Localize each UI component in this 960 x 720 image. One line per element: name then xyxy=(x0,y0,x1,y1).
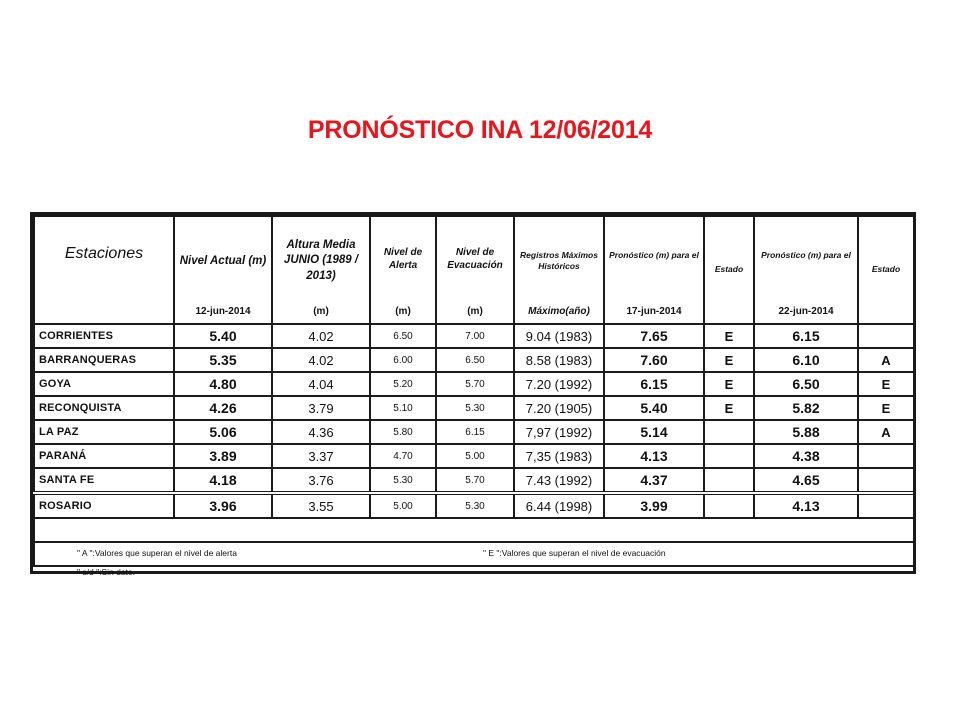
pronostico-2-value: 6.50 xyxy=(754,372,858,396)
header-altura-media xyxy=(272,216,370,324)
altura-media-value: 3.76 xyxy=(272,468,370,493)
nivel-evacuacion-value: 5.30 xyxy=(436,396,514,420)
note-alerta: " A ":Valores que superan el nivel de alerta xyxy=(77,548,237,558)
station-name: SANTA FE xyxy=(34,468,174,493)
pronostico-1-value: 5.40 xyxy=(604,396,704,420)
nivel-alerta-value: 6.50 xyxy=(370,324,436,348)
notes-cell xyxy=(34,542,914,577)
table-row xyxy=(34,420,914,444)
header-altura-media-unit: (m) xyxy=(313,305,329,317)
blank-cell xyxy=(34,518,914,542)
nivel-evacuacion-value: 5.70 xyxy=(436,468,514,493)
forecast-table-frame xyxy=(30,212,916,577)
table-row xyxy=(34,372,914,396)
altura-media-value: 4.02 xyxy=(272,348,370,372)
header-pronostico-1-date: 17-jun-2014 xyxy=(626,305,682,317)
altura-media-value: 4.04 xyxy=(272,372,370,396)
station-name: ROSARIO xyxy=(34,493,174,518)
maximo-historico-value: 7,97 (1992) xyxy=(514,420,604,444)
header-pronostico-1 xyxy=(604,216,704,324)
station-name: LA PAZ xyxy=(34,420,174,444)
altura-media-value: 3.79 xyxy=(272,396,370,420)
pronostico-2-value: 4.38 xyxy=(754,444,858,468)
header-nivel-evacuacion-unit: (m) xyxy=(467,305,483,317)
station-name: PARANÁ xyxy=(34,444,174,468)
nivel-actual-value: 3.89 xyxy=(174,444,272,468)
header-stations xyxy=(34,216,174,324)
nivel-evacuacion-value: 5.70 xyxy=(436,372,514,396)
header-nivel-alerta xyxy=(370,216,436,324)
header-estado-1 xyxy=(704,216,754,324)
nivel-actual-value: 5.40 xyxy=(174,324,272,348)
nivel-evacuacion-value: 5.00 xyxy=(436,444,514,468)
pronostico-1-value: 7.60 xyxy=(604,348,704,372)
estado-1-value xyxy=(704,468,754,493)
estado-2-value: E xyxy=(858,372,914,396)
header-pronostico-2 xyxy=(754,216,858,324)
note-evacuacion: " E ":Valores que superan el nivel de evacuación xyxy=(483,548,666,558)
notes-row xyxy=(34,542,914,566)
table-row xyxy=(34,444,914,468)
header-registros-label: Registros Máximos Históricos xyxy=(520,249,598,271)
pronostico-2-value: 4.65 xyxy=(754,468,858,493)
nivel-alerta-value: 5.80 xyxy=(370,420,436,444)
maximo-historico-value: 7,35 (1983) xyxy=(514,444,604,468)
altura-media-value: 4.02 xyxy=(272,324,370,348)
altura-media-value: 4.36 xyxy=(272,420,370,444)
estado-2-value: E xyxy=(858,396,914,420)
pronostico-2-value: 5.82 xyxy=(754,396,858,420)
pronostico-1-value: 4.13 xyxy=(604,444,704,468)
note-sin-dato: " s/d ":Sin dato. xyxy=(77,567,136,577)
pronostico-1-value: 7.65 xyxy=(604,324,704,348)
nivel-actual-value: 4.18 xyxy=(174,468,272,493)
estado-2-value xyxy=(858,493,914,518)
table-row xyxy=(34,468,914,493)
header-registros xyxy=(514,216,604,324)
pronostico-1-value: 6.15 xyxy=(604,372,704,396)
header-pronostico-2-label: Pronóstico (m) para el xyxy=(761,250,851,260)
header-estado-2 xyxy=(858,216,914,324)
estado-2-value xyxy=(858,324,914,348)
estado-2-value: A xyxy=(858,420,914,444)
maximo-historico-value: 7.20 (1992) xyxy=(514,372,604,396)
header-estado-2-label: Estado xyxy=(871,264,901,275)
estado-2-value xyxy=(858,468,914,493)
maximo-historico-value: 6.44 (1998) xyxy=(514,493,604,518)
pronostico-1-value: 3.99 xyxy=(604,493,704,518)
altura-media-value: 3.37 xyxy=(272,444,370,468)
nivel-actual-value: 5.35 xyxy=(174,348,272,372)
nivel-evacuacion-value: 5.30 xyxy=(436,493,514,518)
altura-media-value: 3.55 xyxy=(272,493,370,518)
pronostico-1-value: 5.14 xyxy=(604,420,704,444)
header-nivel-alerta-label: Nivel de Alerta xyxy=(383,246,423,271)
header-estado-1-label: Estado xyxy=(714,264,744,275)
nivel-actual-value: 3.96 xyxy=(174,493,272,518)
maximo-historico-value: 8.58 (1983) xyxy=(514,348,604,372)
station-name: CORRIENTES xyxy=(34,324,174,348)
nivel-actual-value: 4.80 xyxy=(174,372,272,396)
maximo-historico-value: 7.43 (1992) xyxy=(514,468,604,493)
station-name: RECONQUISTA xyxy=(34,396,174,420)
header-nivel-actual xyxy=(174,216,272,324)
header-nivel-actual-date: 12-jun-2014 xyxy=(195,305,251,317)
table-row xyxy=(34,324,914,348)
nivel-actual-value: 4.26 xyxy=(174,396,272,420)
estado-1-value xyxy=(704,420,754,444)
station-name: GOYA xyxy=(34,372,174,396)
header-nivel-evacuacion xyxy=(436,216,514,324)
pronostico-2-value: 4.13 xyxy=(754,493,858,518)
station-name: BARRANQUERAS xyxy=(34,348,174,372)
pronostico-2-value: 6.10 xyxy=(754,348,858,372)
nivel-evacuacion-value: 6.15 xyxy=(436,420,514,444)
nivel-alerta-value: 5.30 xyxy=(370,468,436,493)
nivel-alerta-value: 5.00 xyxy=(370,493,436,518)
estado-1-value: E xyxy=(704,396,754,420)
nivel-alerta-value: 5.20 xyxy=(370,372,436,396)
nivel-alerta-value: 4.70 xyxy=(370,444,436,468)
pronostico-2-value: 5.88 xyxy=(754,420,858,444)
nivel-evacuacion-value: 6.50 xyxy=(436,348,514,372)
nivel-alerta-value: 5.10 xyxy=(370,396,436,420)
header-nivel-alerta-unit: (m) xyxy=(395,305,411,317)
table-row xyxy=(34,493,914,518)
estado-1-value: E xyxy=(704,324,754,348)
nivel-evacuacion-value: 7.00 xyxy=(436,324,514,348)
estado-1-value: E xyxy=(704,348,754,372)
blank-row xyxy=(34,518,914,542)
estado-2-value: A xyxy=(858,348,914,372)
header-nivel-evacuacion-label: Nivel de Evacuación xyxy=(447,246,503,271)
header-altura-media-label: Altura Media JUNIO (1989 / 2013) xyxy=(283,238,359,282)
table-row xyxy=(34,348,914,372)
nivel-actual-value: 5.06 xyxy=(174,420,272,444)
page-title: PRONÓSTICO INA 12/06/2014 xyxy=(307,116,653,144)
estado-1-value: E xyxy=(704,372,754,396)
pronostico-2-value: 6.15 xyxy=(754,324,858,348)
header-pronostico-1-label: Pronóstico (m) para el xyxy=(609,250,699,260)
header-stations-label: Estaciones xyxy=(64,245,144,262)
nivel-alerta-value: 6.00 xyxy=(370,348,436,372)
header-registros-unit: Máximo(año) xyxy=(528,305,590,317)
maximo-historico-value: 7.20 (1905) xyxy=(514,396,604,420)
header-nivel-actual-label: Nivel Actual (m) xyxy=(179,255,267,267)
maximo-historico-value: 9.04 (1983) xyxy=(514,324,604,348)
header-row xyxy=(34,216,914,324)
estado-2-value xyxy=(858,444,914,468)
estado-1-value xyxy=(704,444,754,468)
pronostico-1-value: 4.37 xyxy=(604,468,704,493)
estado-1-value xyxy=(704,493,754,518)
forecast-table xyxy=(33,215,915,577)
table-row xyxy=(34,396,914,420)
header-pronostico-2-date: 22-jun-2014 xyxy=(778,305,834,317)
